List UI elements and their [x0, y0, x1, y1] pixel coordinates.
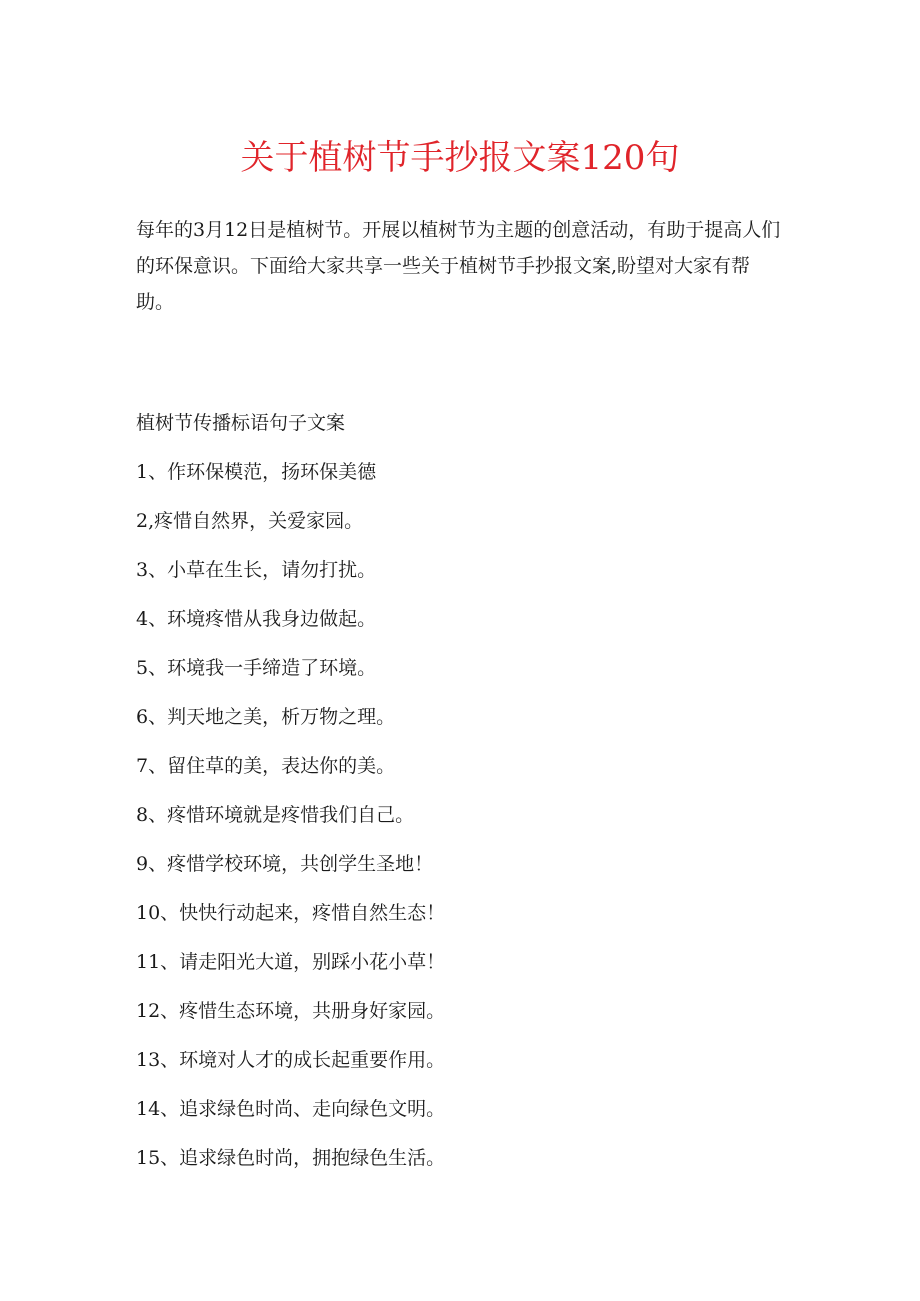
slogan-item: 15、追求绿色时尚，拥抱绿色生活。 — [136, 1147, 446, 1169]
slogan-item: 4、环境疼惜从我身边做起。 — [136, 608, 377, 630]
document-title: 关于植树节手抄报文案120句 — [240, 138, 680, 178]
slogan-item: 13、环境对人才的成长起重要作用。 — [136, 1049, 446, 1071]
intro-paragraph: 每年的3月12日是植树节。开展以植树节为主题的创意活动，有助于提高人们的环保意识。下面给大家共享一些关于植树节手抄报文案,盼望对大家有帮助。 — [136, 219, 781, 313]
slogan-item: 10、快快行动起来，疼惜自然生态！ — [136, 902, 446, 924]
slogan-item: 2,疼惜自然界，关爱家园。 — [136, 510, 364, 532]
slogan-item: 5、环境我一手缔造了环境。 — [136, 657, 377, 679]
slogan-item: 14、追求绿色时尚、走向绿色文明。 — [136, 1098, 446, 1120]
slogan-item: 1、作环保模范，扬环保美德 — [136, 461, 377, 483]
slogan-item: 9、疼惜学校环境，共创学生圣地！ — [136, 853, 434, 875]
slogan-item: 8、疼惜环境就是疼惜我们自己。 — [136, 804, 415, 826]
section-heading: 植树节传播标语句子文案 — [136, 412, 346, 434]
slogan-item: 7、留住草的美，表达你的美。 — [136, 755, 396, 777]
slogan-item: 12、疼惜生态环境，共册身好家园。 — [136, 1000, 446, 1022]
slogan-item: 6、判天地之美，析万物之理。 — [136, 706, 396, 728]
slogan-item: 3、小草在生长，请勿打扰。 — [136, 559, 377, 581]
slogan-item: 11、请走阳光大道，别踩小花小草！ — [136, 951, 446, 973]
slogan-list — [136, 457, 796, 1192]
